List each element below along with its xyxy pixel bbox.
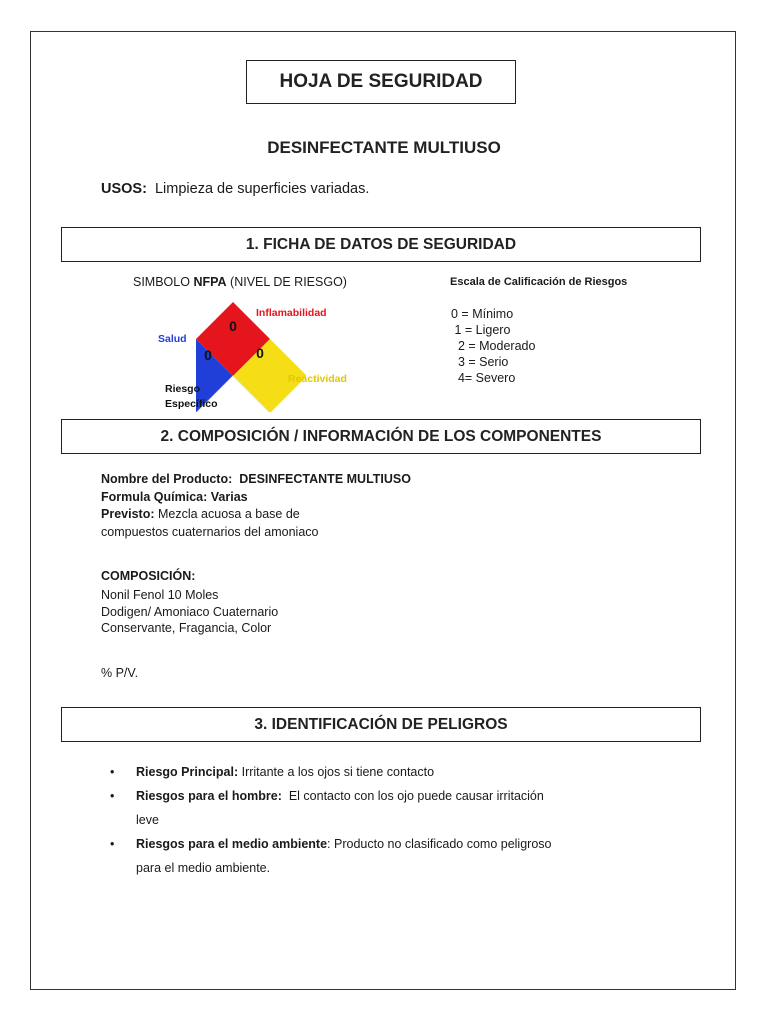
formula-label: Formula Química: xyxy=(101,489,208,504)
usos-label: USOS: xyxy=(101,181,147,197)
formula-row xyxy=(101,489,411,507)
composicion-item: Conservante, Fragancia, Color xyxy=(101,621,272,635)
reactivity-value: 0 xyxy=(256,345,264,361)
product-heading: DESINFECTANTE MULTIUSO xyxy=(267,138,501,157)
health-value: 0 xyxy=(204,347,212,363)
previsto-line-1: Mezcla acuosa a base de xyxy=(157,507,300,521)
section-3-heading: 3. IDENTIFICACIÓN DE PELIGROS xyxy=(61,707,701,742)
previsto-line-2: compuestos cuaternarios del amoniaco xyxy=(101,524,319,539)
health-label: Salud xyxy=(158,333,187,345)
nfpa-label xyxy=(133,275,347,289)
bullet-icon: • xyxy=(110,837,115,851)
product-name-label: Nombre del Producto: xyxy=(101,472,233,486)
scale-item: 1 = Ligero xyxy=(451,323,511,337)
specific-label-1: Riesgo xyxy=(165,383,201,395)
scale-item: 2 = Moderado xyxy=(451,339,536,353)
nfpa-bold: NFPA xyxy=(193,275,227,289)
bullet-icon: • xyxy=(110,789,115,803)
product-name-value: DESINFECTANTE MULTIUSO xyxy=(239,472,411,486)
reactivity-label: Reactividad xyxy=(288,373,347,385)
usos-text: Limpieza de superficies variadas. xyxy=(154,181,370,197)
usos-line xyxy=(101,181,369,197)
flammability-label: Inflamabilidad xyxy=(256,307,327,319)
product-name-row xyxy=(101,471,411,489)
hazard-text: Irritante a los ojos si tiene contacto xyxy=(241,765,435,779)
hazard-item xyxy=(110,784,570,832)
nfpa-suffix: (NIVEL DE RIESGO) xyxy=(230,275,347,289)
hazard-text: : Producto no clasificado como peligroso para el medio ambiente. xyxy=(136,837,552,875)
document-title: HOJA DE SEGURIDAD xyxy=(246,60,516,104)
previsto-row xyxy=(101,506,411,524)
hazard-item xyxy=(110,832,570,880)
scale-item: 0 = Mínimo xyxy=(451,307,514,321)
section-2-heading: 2. COMPOSICIÓN / INFORMACIÓN DE LOS COMPONENTES xyxy=(61,419,701,454)
scale-list xyxy=(451,306,535,386)
scale-title: Escala de Calificación de Riesgos xyxy=(450,276,628,288)
scale-item: 4= Severo xyxy=(451,371,516,385)
hazard-label: Riesgo Principal: xyxy=(136,765,239,779)
composicion-title: COMPOSICIÓN: xyxy=(101,569,196,583)
bullet-icon: • xyxy=(110,765,115,779)
hazard-item xyxy=(110,760,570,784)
composicion-list xyxy=(101,587,278,637)
hazard-text: El contacto con los ojo puede causar irritación leve xyxy=(136,789,544,827)
previsto-label: Previsto: xyxy=(101,507,155,521)
composition-info xyxy=(101,471,411,541)
flammability-value: 0 xyxy=(229,318,237,334)
specific-label-2: Específico xyxy=(165,398,218,410)
nfpa-prefix: SIMBOLO xyxy=(133,275,190,289)
hazard-label: Riesgos para el hombre: xyxy=(136,789,282,803)
composicion-item: Nonil Fenol 10 Moles xyxy=(101,588,219,602)
scale-item: 3 = Serio xyxy=(451,355,509,369)
composicion-item: Dodigen/ Amoniaco Cuaternario xyxy=(101,604,279,619)
hazards-list xyxy=(110,760,570,880)
hazard-label: Riesgos para el medio ambiente xyxy=(136,837,328,851)
section-1-heading: 1. FICHA DE DATOS DE SEGURIDAD xyxy=(61,227,701,262)
ppv-text: % P/V. xyxy=(101,666,139,680)
formula-value: Varias xyxy=(210,489,248,504)
